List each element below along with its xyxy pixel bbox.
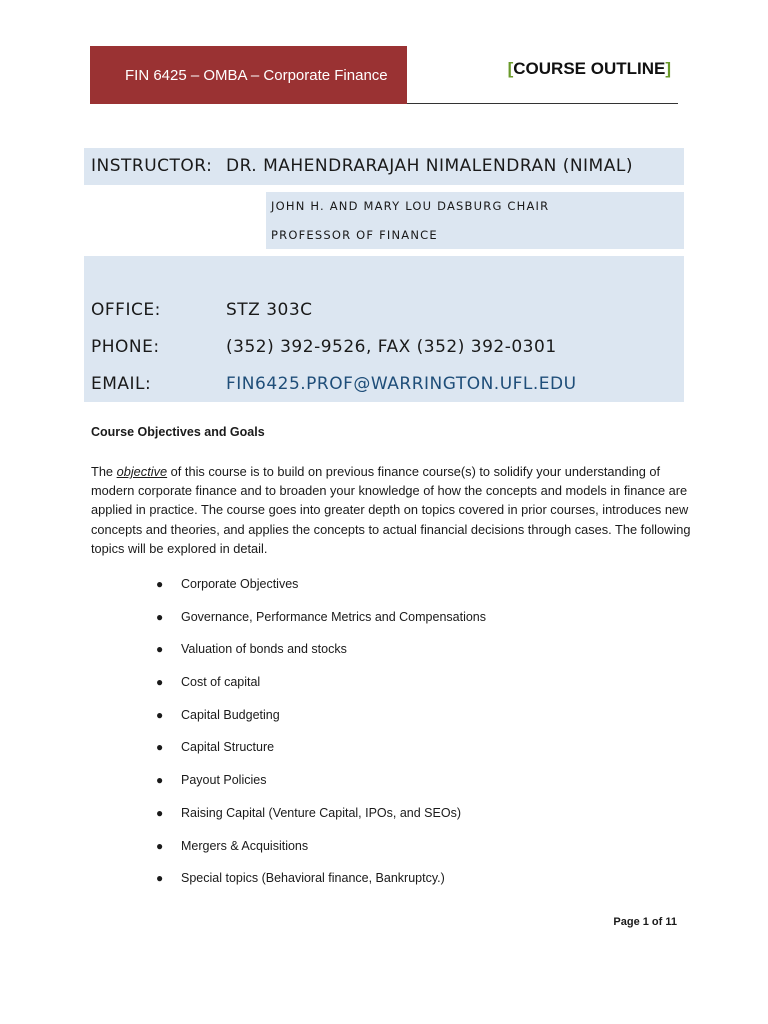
bracket-close: ]	[665, 59, 671, 78]
phone-value: (352) 392-9526, FAX (352) 392-0301	[226, 337, 557, 357]
section-heading-objectives: Course Objectives and Goals	[91, 425, 265, 439]
instructor-label: INSTRUCTOR:	[91, 156, 213, 176]
topic-text: Valuation of bonds and stocks	[181, 642, 347, 657]
bullet-icon: ●	[156, 707, 164, 722]
topic-text: Capital Structure	[181, 740, 275, 755]
course-header-box	[90, 46, 407, 104]
instructor-title-chair: JOHN H. AND MARY LOU DASBURG CHAIR	[271, 199, 550, 213]
email-label: EMAIL:	[91, 374, 152, 394]
course-code: FIN 6425 – OMBA – Corporate Finance	[125, 66, 388, 84]
phone-label: PHONE:	[91, 337, 160, 357]
page-number: Page 1 of 11	[613, 916, 677, 928]
bracket-open: [	[507, 59, 514, 78]
email-link[interactable]: FIN6425.PROF@WARRINGTON.UFL.EDU	[226, 374, 577, 394]
bullet-icon: ●	[156, 577, 164, 591]
topic-text: Payout Policies	[181, 773, 267, 788]
objectives-paragraph	[91, 462, 691, 558]
instructor-title-professor: PROFESSOR OF FINANCE	[271, 228, 438, 242]
doc-label	[508, 59, 671, 79]
para-pre: The	[91, 464, 117, 479]
office-label: OFFICE:	[91, 300, 161, 320]
bullet-icon: ●	[156, 642, 164, 657]
topic-text: Special topics (Behavioral finance, Bankruptcy.)	[181, 871, 445, 886]
instructor-name: DR. MAHENDRARAJAH NIMALENDRAN (NIMAL)	[226, 156, 633, 176]
bullet-icon: ●	[156, 609, 164, 624]
bullet-icon: ●	[156, 773, 164, 788]
bullet-icon: ●	[156, 675, 164, 690]
bullet-icon: ●	[156, 740, 164, 755]
bullet-icon: ●	[156, 871, 164, 886]
topic-text: Governance, Performance Metrics and Compensations	[181, 609, 487, 624]
doc-label-text: COURSE OUTLINE	[513, 59, 666, 78]
header-rule	[407, 103, 678, 104]
office-value: STZ 303C	[226, 300, 313, 320]
bullet-icon: ●	[156, 838, 164, 853]
topic-text: Capital Budgeting	[181, 707, 280, 722]
topic-text: Mergers & Acquisitions	[181, 838, 309, 853]
topic-text: Raising Capital (Venture Capital, IPOs, and SEOs)	[181, 805, 461, 820]
topic-text: Cost of capital	[181, 675, 261, 690]
bullet-icon: ●	[156, 805, 164, 820]
topic-text: Corporate Objectives	[181, 577, 299, 591]
para-post: of this course is to build on previous finance course(s) to solidify your understanding of modern corporate finance and to broaden your knowledge of how the concepts and models in finance are applied in practice. The course goes into greater depth on topics covered in prior courses, introduces new concepts and theories, and applies the concepts to actual financial decisions through cases. The following topics will be explored in detail.	[91, 464, 691, 556]
para-emphasis: objective	[116, 464, 168, 479]
